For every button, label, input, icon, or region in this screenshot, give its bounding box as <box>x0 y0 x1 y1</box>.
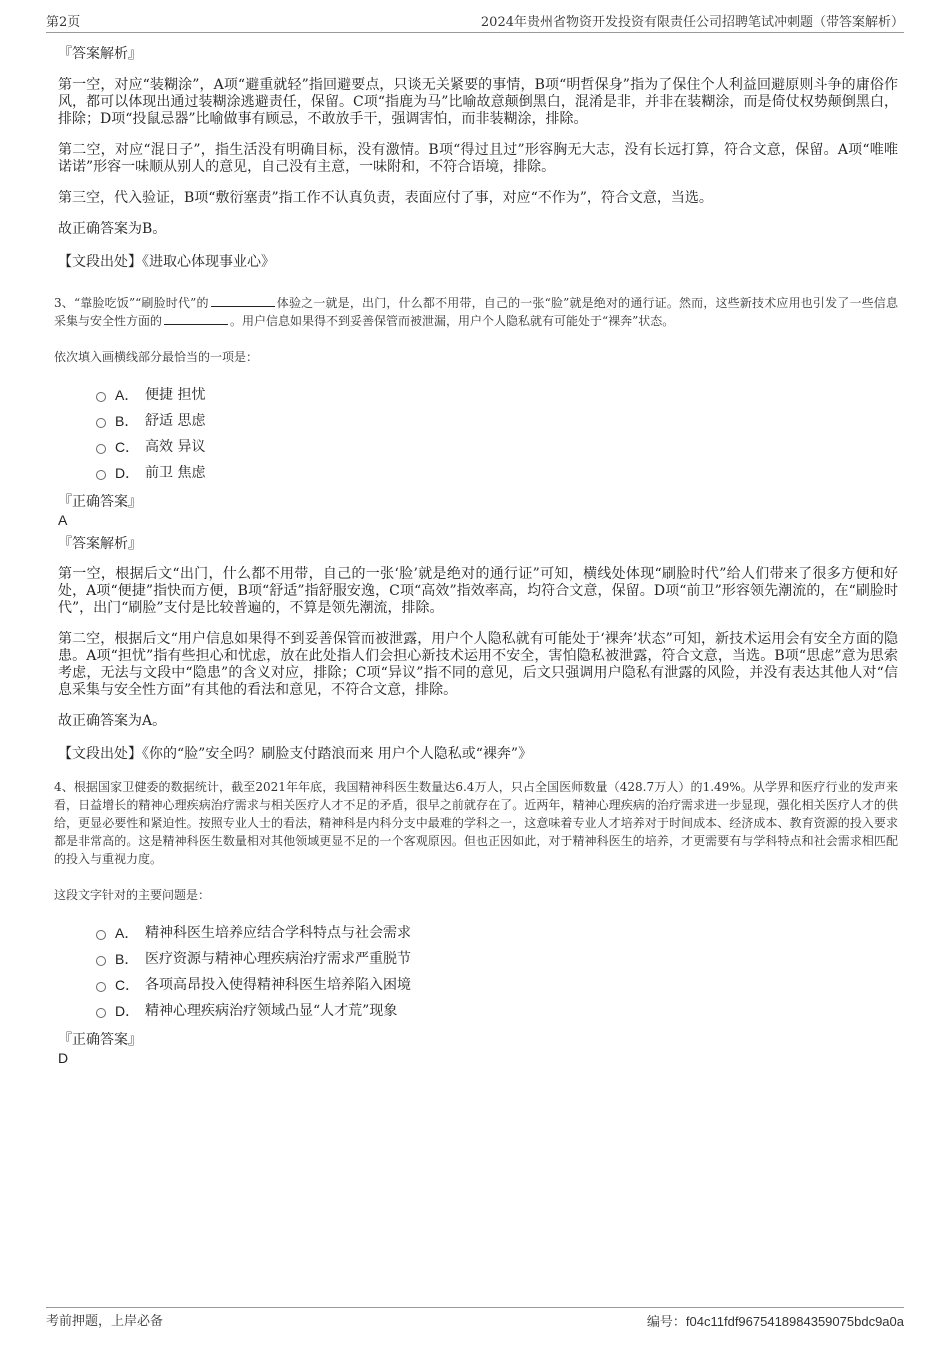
option-letter: C． <box>115 439 140 455</box>
option-letter: C． <box>115 977 140 993</box>
q4-prompt: 这段文字针对的主要问题是： <box>54 888 211 902</box>
q3-option-b[interactable] <box>96 408 898 434</box>
q3-answer-label: 『正确答案』 <box>58 494 142 510</box>
option-text: 精神科医生培养应结合学科特点与社会需求 <box>145 925 411 941</box>
document-serial: 编号：f04c11fdf9675418984359075bdc9a0a <box>646 1314 904 1329</box>
option-letter: B． <box>115 951 139 967</box>
q2-analysis-para: 第二空，对应“混日子”，指生活没有明确目标，没有激情。B项“得过且过”形容胸无大志，没有长远打算，符合文意，保留。A项“唯唯诺诺”形容一味顺从别人的意见，自己没有主意，一味附和，不符合语境，排除。 <box>58 142 898 175</box>
option-letter: D． <box>115 465 140 481</box>
q4-answer-label: 『正确答案』 <box>58 1032 142 1048</box>
option-letter: A． <box>115 925 139 941</box>
radio-icon[interactable] <box>96 418 106 428</box>
q4-option-b[interactable] <box>96 946 898 972</box>
q4-answer: D <box>58 1050 69 1066</box>
q3-option-a[interactable] <box>96 382 898 408</box>
page-content <box>56 44 898 1066</box>
option-text: 舒适 思虑 <box>145 413 206 429</box>
radio-icon[interactable] <box>96 392 106 402</box>
q3-analysis-para: 第一空，根据后文“出门，什么都不用带，自己的一张‘脸’就是绝对的通行证”可知，横线处体现“刷脸时代”给人们带来了很多方便和好处，A项“便捷”指快而方便，B项“舒适”指舒服安逸，C项“高效”指效率高，均符合文意，保留。D项“前卫”形容领先潮流的，在“刷脸时代”，出门“刷脸”支付是比较普遍的，不算是领先潮流，排除。 <box>58 566 898 616</box>
page-header <box>46 14 904 33</box>
q3-stem-part: 体验之一就是，出门，什么都不用带，自己的一张“脸”就是绝对的通行证。然而，这些新技术应用也引发了一些信息采集与安全性方面的 <box>54 296 898 328</box>
q3-conclusion: 故正确答案为A。 <box>58 713 167 729</box>
option-text: 前卫 焦虑 <box>145 465 206 481</box>
option-text: 各项高昂投入使得精神科医生培养陷入困境 <box>145 977 411 993</box>
radio-icon[interactable] <box>96 470 106 480</box>
radio-icon[interactable] <box>96 956 106 966</box>
q2-analysis-para: 第三空，代入验证，B项“敷衍塞责”指工作不认真负责，表面应付了事，对应“不作为”，符合文意，当选。 <box>58 190 713 206</box>
option-text: 便捷 担忧 <box>145 387 206 403</box>
option-letter: D． <box>115 1003 140 1019</box>
q3-analysis-label: 『答案解析』 <box>58 536 142 552</box>
radio-icon[interactable] <box>96 1008 106 1018</box>
option-letter: B． <box>115 413 139 429</box>
radio-icon[interactable] <box>96 982 106 992</box>
q4-stem: 4、根据国家卫健委的数据统计，截至2021年年底，我国精神科医生数量达6.4万人，只占全国医师数量（428.7万人）的1.49%。从学界和医疗行业的发声来看，日益增长的精神心理疾病治疗需求与相关医疗人才不足的矛盾，很早之前就存在了。近两年，精神心理疾病的治疗需求进一步显现，强化相关医疗人才的供给，更显必要性和紧迫性。按照专业人士的看法，精神科是内科分支中最难的学科之一，这意味着专业人才培养对于时间成本、经济成本、教育资源的投入要求都是非常高的。这是精神科医生数量相对其他领域更显不足的一个客观原因。但也正因如此，对于精神科医生的培养，才更需要有与学科特点和社会需求相匹配的投入与重视力度。 <box>54 780 898 866</box>
q2-analysis-para: 第一空，对应“装糊涂”，A项“避重就轻”指回避要点，只谈无关紧要的事情，B项“明哲保身”指为了保住个人利益回避原则斗争的庸俗作风，都可以体现出通过装糊涂逃避责任，保留。C项“指鹿为马”比喻故意颠倒黑白，混淆是非，并非在装糊涂，而是倚仗权势颠倒黑白，排除；D项“投鼠忌器”比喻做事有顾忌，不敢放手干，强调害怕，而非装糊涂，排除。 <box>58 77 898 127</box>
q2-conclusion: 故正确答案为B。 <box>58 221 167 237</box>
q3-prompt: 依次填入画横线部分最恰当的一项是： <box>54 350 259 364</box>
q4-option-c[interactable] <box>96 972 898 998</box>
q4-option-d[interactable] <box>96 998 898 1024</box>
option-letter: A． <box>115 387 139 403</box>
option-text: 高效 异议 <box>145 439 206 455</box>
option-text: 医疗资源与精神心理疾病治疗需求严重脱节 <box>145 951 411 967</box>
radio-icon[interactable] <box>96 930 106 940</box>
q3-analysis-para: 第二空，根据后文“用户信息如果得不到妥善保管而被泄露，用户个人隐私就有可能处于‘裸奔’状态”可知，新技术运用会有安全方面的隐患。A项“担忧”指有些担心和忧虑，放在此处指人们会担心新技术运用不安全，害怕隐私被泄露，符合文意，当选。B项“思虑”意为思索考虑，无法与文段中“隐患”的含义对应，排除；C项“异议”指不同的意见，后文只强调用户隐私有泄露的风险，并没有表达其他人对“信息采集与安全性方面”有其他的看法和意见，不符合文意，排除。 <box>58 631 898 698</box>
q3-source: 【文段出处】《你的“脸”安全吗？刷脸支付踏浪而来 用户个人隐私或“裸奔”》 <box>58 746 533 762</box>
q3-answer: A <box>58 512 68 528</box>
q3-option-d[interactable] <box>96 460 898 486</box>
q3-option-c[interactable] <box>96 434 898 460</box>
q3-stem <box>54 294 898 330</box>
page-number: 第2页 <box>46 15 81 30</box>
radio-icon[interactable] <box>96 444 106 454</box>
q3-stem-part: 。用户信息如果得不到妥善保管而被泄漏，用户个人隐私就有可能处于“裸奔”状态。 <box>230 314 675 328</box>
q3-stem-part: 3、“靠脸吃饭”“刷脸时代”的 <box>54 296 209 310</box>
footer-slogan: 考前押题，上岸必备 <box>46 1314 164 1329</box>
q3-blank-1 <box>211 294 275 307</box>
q3-options <box>96 382 898 486</box>
q2-analysis-label: 『答案解析』 <box>58 46 142 62</box>
page-footer <box>46 1307 904 1330</box>
option-text: 精神心理疾病治疗领域凸显“人才荒”现象 <box>145 1003 398 1019</box>
q2-source: 【文段出处】《进取心体现事业心》 <box>58 254 275 270</box>
document-title: 2024年贵州省物资开发投资有限责任公司招聘笔试冲刺题（带答案解析） <box>480 15 904 30</box>
q4-options <box>96 920 898 1024</box>
q4-option-a[interactable] <box>96 920 898 946</box>
q3-blank-2 <box>164 312 228 325</box>
